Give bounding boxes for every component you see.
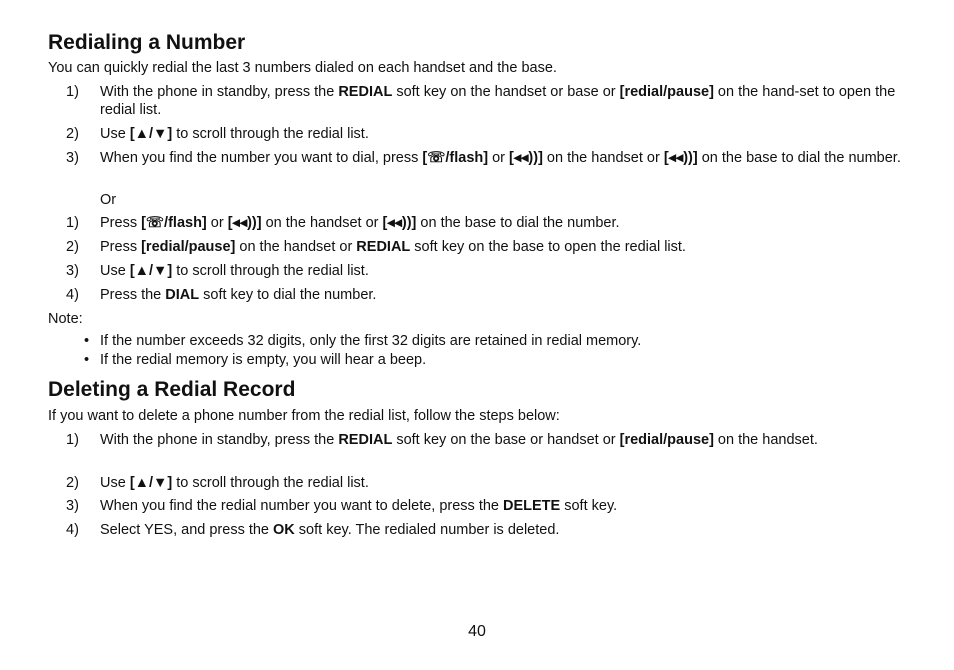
bullet-icon: • — [84, 352, 90, 368]
bold-term: [redial/pause] — [619, 432, 714, 448]
note-text: If the redial memory is empty, you will hear a beep. — [100, 352, 427, 368]
step-number: 2) — [66, 239, 79, 255]
bold-term: [☏/flash] — [422, 150, 489, 166]
text-run: on the handset or — [542, 150, 664, 166]
step-number: 2) — [66, 475, 79, 491]
bullet-icon: • — [84, 333, 90, 349]
section-heading-deleting: Deleting a Redial Record — [48, 378, 296, 401]
text-run: soft key on the base or handset or — [392, 432, 620, 448]
text-run: Press the — [100, 287, 166, 303]
step-number: 3) — [66, 498, 79, 514]
note-text: If the number exceeds 32 digits, only the first 32 digits are retained in redial memory. — [100, 333, 642, 349]
bold-term: DIAL — [165, 287, 200, 303]
bold-term: REDIAL — [338, 432, 393, 448]
bold-term: [◂◂))] — [382, 215, 417, 231]
step-text — [100, 286, 912, 304]
text-run: With the phone in standby, press the — [100, 432, 339, 448]
step-text — [100, 431, 912, 449]
step-number: 4) — [66, 287, 79, 303]
bold-term: OK — [273, 522, 295, 538]
text-run: on the hand-set to open the redial list. — [100, 84, 896, 118]
bold-term: [◂◂))] — [509, 150, 543, 166]
text-run: Use — [100, 126, 130, 142]
step-number: 1) — [66, 84, 79, 100]
text-run: on the handset. — [713, 432, 818, 448]
bold-term: [▲/▼] — [129, 263, 173, 279]
text-run: When you find the redial number you want to delete, press the — [100, 498, 504, 514]
text-run: Press — [100, 239, 142, 255]
step-text — [100, 474, 912, 492]
bold-term: [▲/▼] — [129, 475, 173, 491]
step-text — [100, 214, 912, 232]
text-run: on the handset or — [261, 215, 383, 231]
text-run: on the base to dial the number. — [697, 150, 901, 166]
text-run: or — [488, 150, 510, 166]
text-run: or — [206, 215, 228, 231]
text-run: to scroll through the redial list. — [172, 475, 369, 491]
bold-term: [◂◂))] — [227, 215, 262, 231]
step-text — [100, 262, 912, 280]
note-item — [84, 333, 641, 349]
text-run: on the handset or — [235, 239, 357, 255]
step-text — [100, 497, 912, 515]
text-run: With the phone in standby, press the — [100, 84, 339, 100]
step-number: 3) — [66, 150, 79, 166]
step-text — [100, 521, 912, 539]
text-run: When you find the number you want to dial, press — [100, 150, 423, 166]
text-run: Select YES, and press the — [100, 522, 274, 538]
bold-term: [redial/pause] — [141, 239, 236, 255]
bold-term: [☏/flash] — [141, 215, 207, 231]
text-run: Use — [100, 475, 130, 491]
text-run: soft key. The redialed number is deleted. — [294, 522, 560, 538]
bold-term: REDIAL — [338, 84, 393, 100]
text-run: soft key to dial the number. — [199, 287, 377, 303]
step-number: 1) — [66, 432, 79, 448]
section-heading-redialing: Redialing a Number — [48, 31, 246, 54]
step-text — [100, 125, 912, 143]
step-text — [100, 238, 912, 256]
or-separator: Or — [100, 192, 117, 208]
text-run: to scroll through the redial list. — [172, 126, 369, 142]
bold-term: [▲/▼] — [129, 126, 173, 142]
bold-term: DELETE — [503, 498, 561, 514]
step-number: 1) — [66, 215, 79, 231]
step-number: 4) — [66, 522, 79, 538]
section-intro-redialing: You can quickly redial the last 3 numbers dialed on each handset and the base. — [48, 60, 557, 76]
bold-term: [◂◂))] — [663, 150, 698, 166]
text-run: Use — [100, 263, 130, 279]
step-text — [100, 83, 912, 119]
step-number: 2) — [66, 126, 79, 142]
note-label: Note: — [48, 311, 83, 327]
bold-term: [redial/pause] — [619, 84, 714, 100]
section-intro-deleting: If you want to delete a phone number from the redial list, follow the steps below: — [48, 408, 560, 424]
page-number: 40 — [468, 623, 486, 640]
note-item — [84, 352, 426, 368]
step-number: 3) — [66, 263, 79, 279]
bold-term: REDIAL — [356, 239, 411, 255]
text-run: Press — [100, 215, 142, 231]
step-text — [100, 149, 912, 167]
text-run: soft key on the base to open the redial list. — [410, 239, 686, 255]
text-run: to scroll through the redial list. — [172, 263, 369, 279]
text-run: soft key on the handset or base or — [392, 84, 620, 100]
text-run: on the base to dial the number. — [416, 215, 620, 231]
text-run: soft key. — [560, 498, 618, 514]
